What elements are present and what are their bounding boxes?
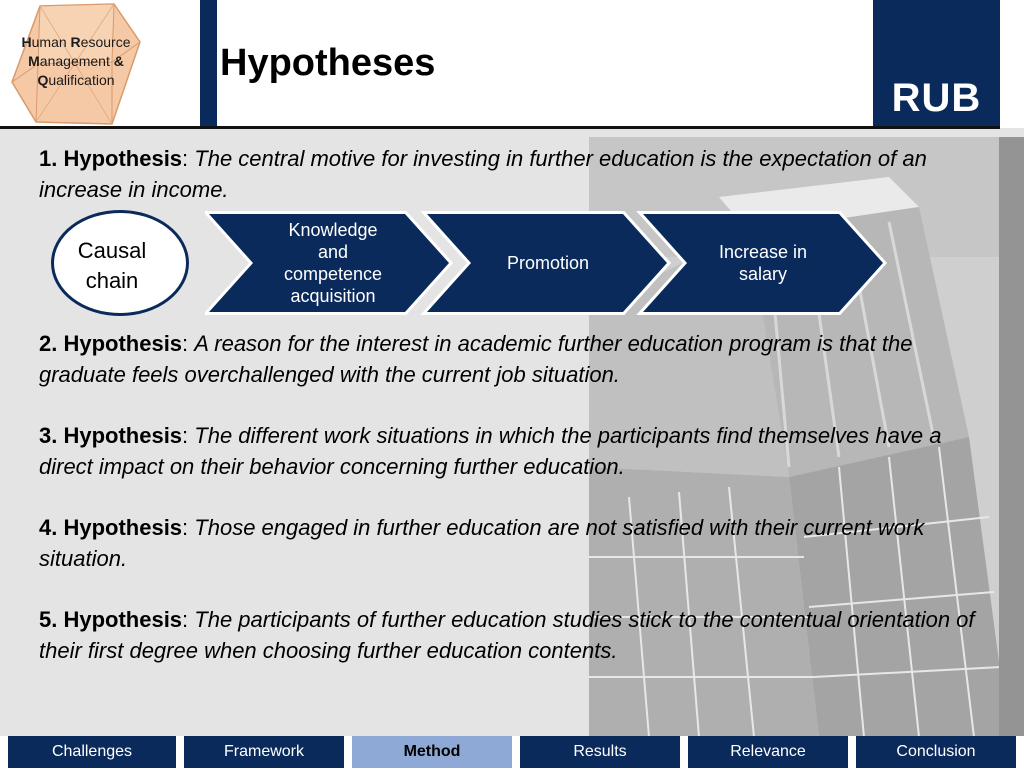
header-right-gap: [1000, 0, 1024, 128]
hypothesis-3: [39, 420, 979, 482]
step-3-line-1: Increase in: [718, 242, 808, 262]
logo-line-3: Qualification: [37, 72, 115, 88]
hypothesis-4-separator: :: [182, 515, 195, 540]
step-1-line-3: competence: [283, 264, 383, 284]
logo-line-1: Human Resource: [21, 34, 131, 50]
causal-chain-label-line-1: Causal: [77, 238, 147, 263]
page-title: Hypotheses: [220, 42, 436, 84]
hypothesis-5-text: The participants of further education studies stick to the contentual orientation of their first degree when choosing further education contents.: [39, 607, 975, 663]
causal-chain-label: [51, 236, 173, 296]
hypothesis-5: [39, 604, 979, 666]
step-1-line-2: and: [317, 242, 349, 262]
hypothesis-1: [39, 143, 979, 205]
hypothesis-4: [39, 512, 979, 574]
nav-tab-challenges[interactable]: Challenges: [8, 736, 176, 768]
nav-tab-method[interactable]: Method: [352, 736, 512, 768]
header-accent-bar: [200, 0, 217, 128]
nav-tab-framework[interactable]: Framework: [184, 736, 344, 768]
nav-tab-relevance[interactable]: Relevance: [688, 736, 848, 768]
hypothesis-5-number: 5. Hypothesis: [39, 607, 183, 632]
hypothesis-2-separator: :: [182, 331, 195, 356]
hypothesis-1-number: 1. Hypothesis: [39, 146, 183, 171]
rub-logo: RUB: [891, 76, 982, 120]
header-divider: [0, 126, 1000, 129]
nav-tab-results[interactable]: Results: [520, 736, 680, 768]
hypothesis-2-text: A reason for the interest in academic further education program is that the graduate feels overchallenged with the current job situation.: [39, 331, 913, 387]
hypothesis-4-text: Those engaged in further education are not satisfied with their current work situation.: [39, 515, 925, 571]
hypothesis-3-text: The different work situations in which the participants find themselves have a direct impact on their behavior concerning further education.: [39, 423, 942, 479]
hypothesis-2: [39, 328, 979, 390]
step-2-line-1: Promotion: [506, 253, 590, 273]
hypothesis-1-text: The central motive for investing in further education is the expectation of an increase in income.: [39, 146, 927, 202]
chevron-step-3-label: [686, 241, 840, 285]
step-1-line-4: acquisition: [290, 286, 376, 306]
hypothesis-1-separator: :: [182, 146, 195, 171]
rub-logo-box: [873, 0, 1000, 128]
logo-line-2: Management &: [28, 53, 124, 69]
causal-chain-label-line-2: chain: [85, 268, 139, 293]
chevron-step-2-label: [472, 252, 624, 274]
slide-header: [0, 0, 1024, 128]
step-1-line-1: Knowledge: [288, 220, 378, 240]
nav-tab-conclusion[interactable]: Conclusion: [856, 736, 1016, 768]
hypothesis-3-number: 3. Hypothesis: [39, 423, 183, 448]
hypothesis-4-number: 4. Hypothesis: [39, 515, 183, 540]
hypothesis-2-number: 2. Hypothesis: [39, 331, 183, 356]
hypothesis-3-separator: :: [182, 423, 195, 448]
hrmq-logo-text: [8, 33, 144, 90]
step-3-line-2: salary: [738, 264, 787, 284]
chevron-step-1-label: [255, 219, 411, 307]
hypothesis-5-separator: :: [182, 607, 195, 632]
